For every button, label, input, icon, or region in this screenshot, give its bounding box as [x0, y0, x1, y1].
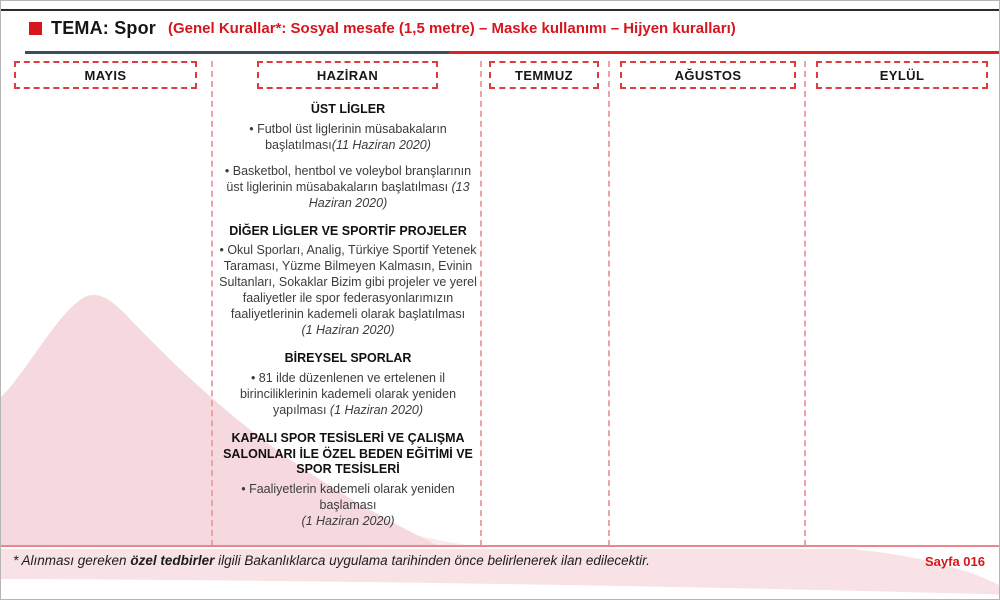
section-heading: DİĞER LİGLER VE SPORTİF PROJELER	[229, 223, 467, 238]
section-bireysel-sporlar	[215, 351, 481, 418]
bullet-item	[215, 121, 481, 153]
red-square-bullet-icon	[29, 22, 42, 35]
bullet-item	[215, 481, 481, 529]
bullet-item	[215, 242, 481, 338]
bullet-text: • Futbol üst liglerinin müsabakaların başlatılması	[249, 121, 447, 152]
section-heading: ÜST LİGLER	[310, 102, 386, 116]
bullet-date: (13 Haziran 2020)	[308, 179, 470, 210]
footnote-bold-text: özel tedbirler	[130, 553, 215, 568]
header-rule-red-segment	[449, 51, 999, 54]
bullet-date: (11 Haziran 2020)	[331, 137, 431, 152]
background-shapes	[1, 1, 1000, 600]
month-label: EYLÜL	[879, 67, 925, 83]
bullet-date: (1 Haziran 2020)	[301, 513, 395, 528]
month-label: AĞUSTOS	[674, 67, 742, 83]
page-number: Sayfa 016	[925, 554, 985, 569]
month-label: TEMMUZ	[515, 67, 573, 83]
month-label: MAYIS	[84, 67, 127, 83]
page-title: TEMA: Spor	[51, 18, 156, 38]
footnote-asterisk: *	[13, 553, 22, 568]
slide-header	[29, 18, 736, 39]
section-heading: BİREYSEL SPORLAR	[284, 351, 412, 366]
general-rules-subtitle: (Genel Kurallar*: Sosyal mesafe (1,5 metre) – Maske kullanımı – Hijyen kuralları)	[168, 20, 736, 37]
month-header-agustos	[620, 61, 796, 89]
section-diger-ligler	[215, 224, 481, 339]
top-border-line	[1, 9, 999, 11]
bullet-text: • Okul Sporları, Analig, Türkiye Sportif Yetenek Taraması, Yüzme Bilmeyen Kalmasın, Evinin Sultanları, Sokaklar Bizim gibi projeler ve yerel faaliyetler ile spor federasyonlarımızın faaliyetlerinin kademeli olarak başlatılması	[219, 243, 477, 322]
footnote-text: ilgili Bakanlıklarca uygulama tarihinden önce belirlenerek ilan edilecektir.	[214, 553, 650, 568]
footnote-text: Alınması gereken	[21, 553, 131, 568]
header-rule-navy-segment	[25, 51, 449, 54]
section-ust-ligler	[215, 102, 481, 211]
haziran-column-content	[215, 102, 481, 542]
section-heading: KAPALI SPOR TESİSLERİ VE ÇALIŞMA SALONLARI İLE ÖZEL BEDEN EĞİTİMİ VE SPOR TESİSLERİ	[223, 430, 473, 477]
bullet-text: • 81 ilde düzenlenen ve ertelenen il birinciliklerinin kademeli olarak yeniden yapılması	[239, 370, 457, 417]
column-separator	[211, 61, 213, 546]
bullet-text: • Basketbol, hentbol ve voleybol branşlarının üst liglerinin müsabakaların başlatılması	[224, 163, 472, 194]
bottom-divider-line	[1, 545, 999, 547]
month-header-mayis	[14, 61, 197, 89]
footer-note	[13, 553, 650, 568]
column-separator	[804, 61, 806, 546]
month-label: HAZİRAN	[316, 67, 379, 83]
bullet-date: (1 Haziran 2020)	[326, 402, 424, 417]
month-header-temmuz	[489, 61, 599, 89]
bullet-item	[215, 163, 481, 211]
bullet-item	[215, 370, 481, 418]
column-separator	[608, 61, 610, 546]
month-header-eylul	[816, 61, 988, 89]
month-header-haziran	[257, 61, 438, 89]
section-kapali-spor-tesisleri	[215, 431, 481, 529]
bullet-date: (1 Haziran 2020)	[301, 323, 395, 338]
bullet-text: • Faaliyetlerin kademeli olarak yeniden başlaması	[241, 481, 455, 512]
